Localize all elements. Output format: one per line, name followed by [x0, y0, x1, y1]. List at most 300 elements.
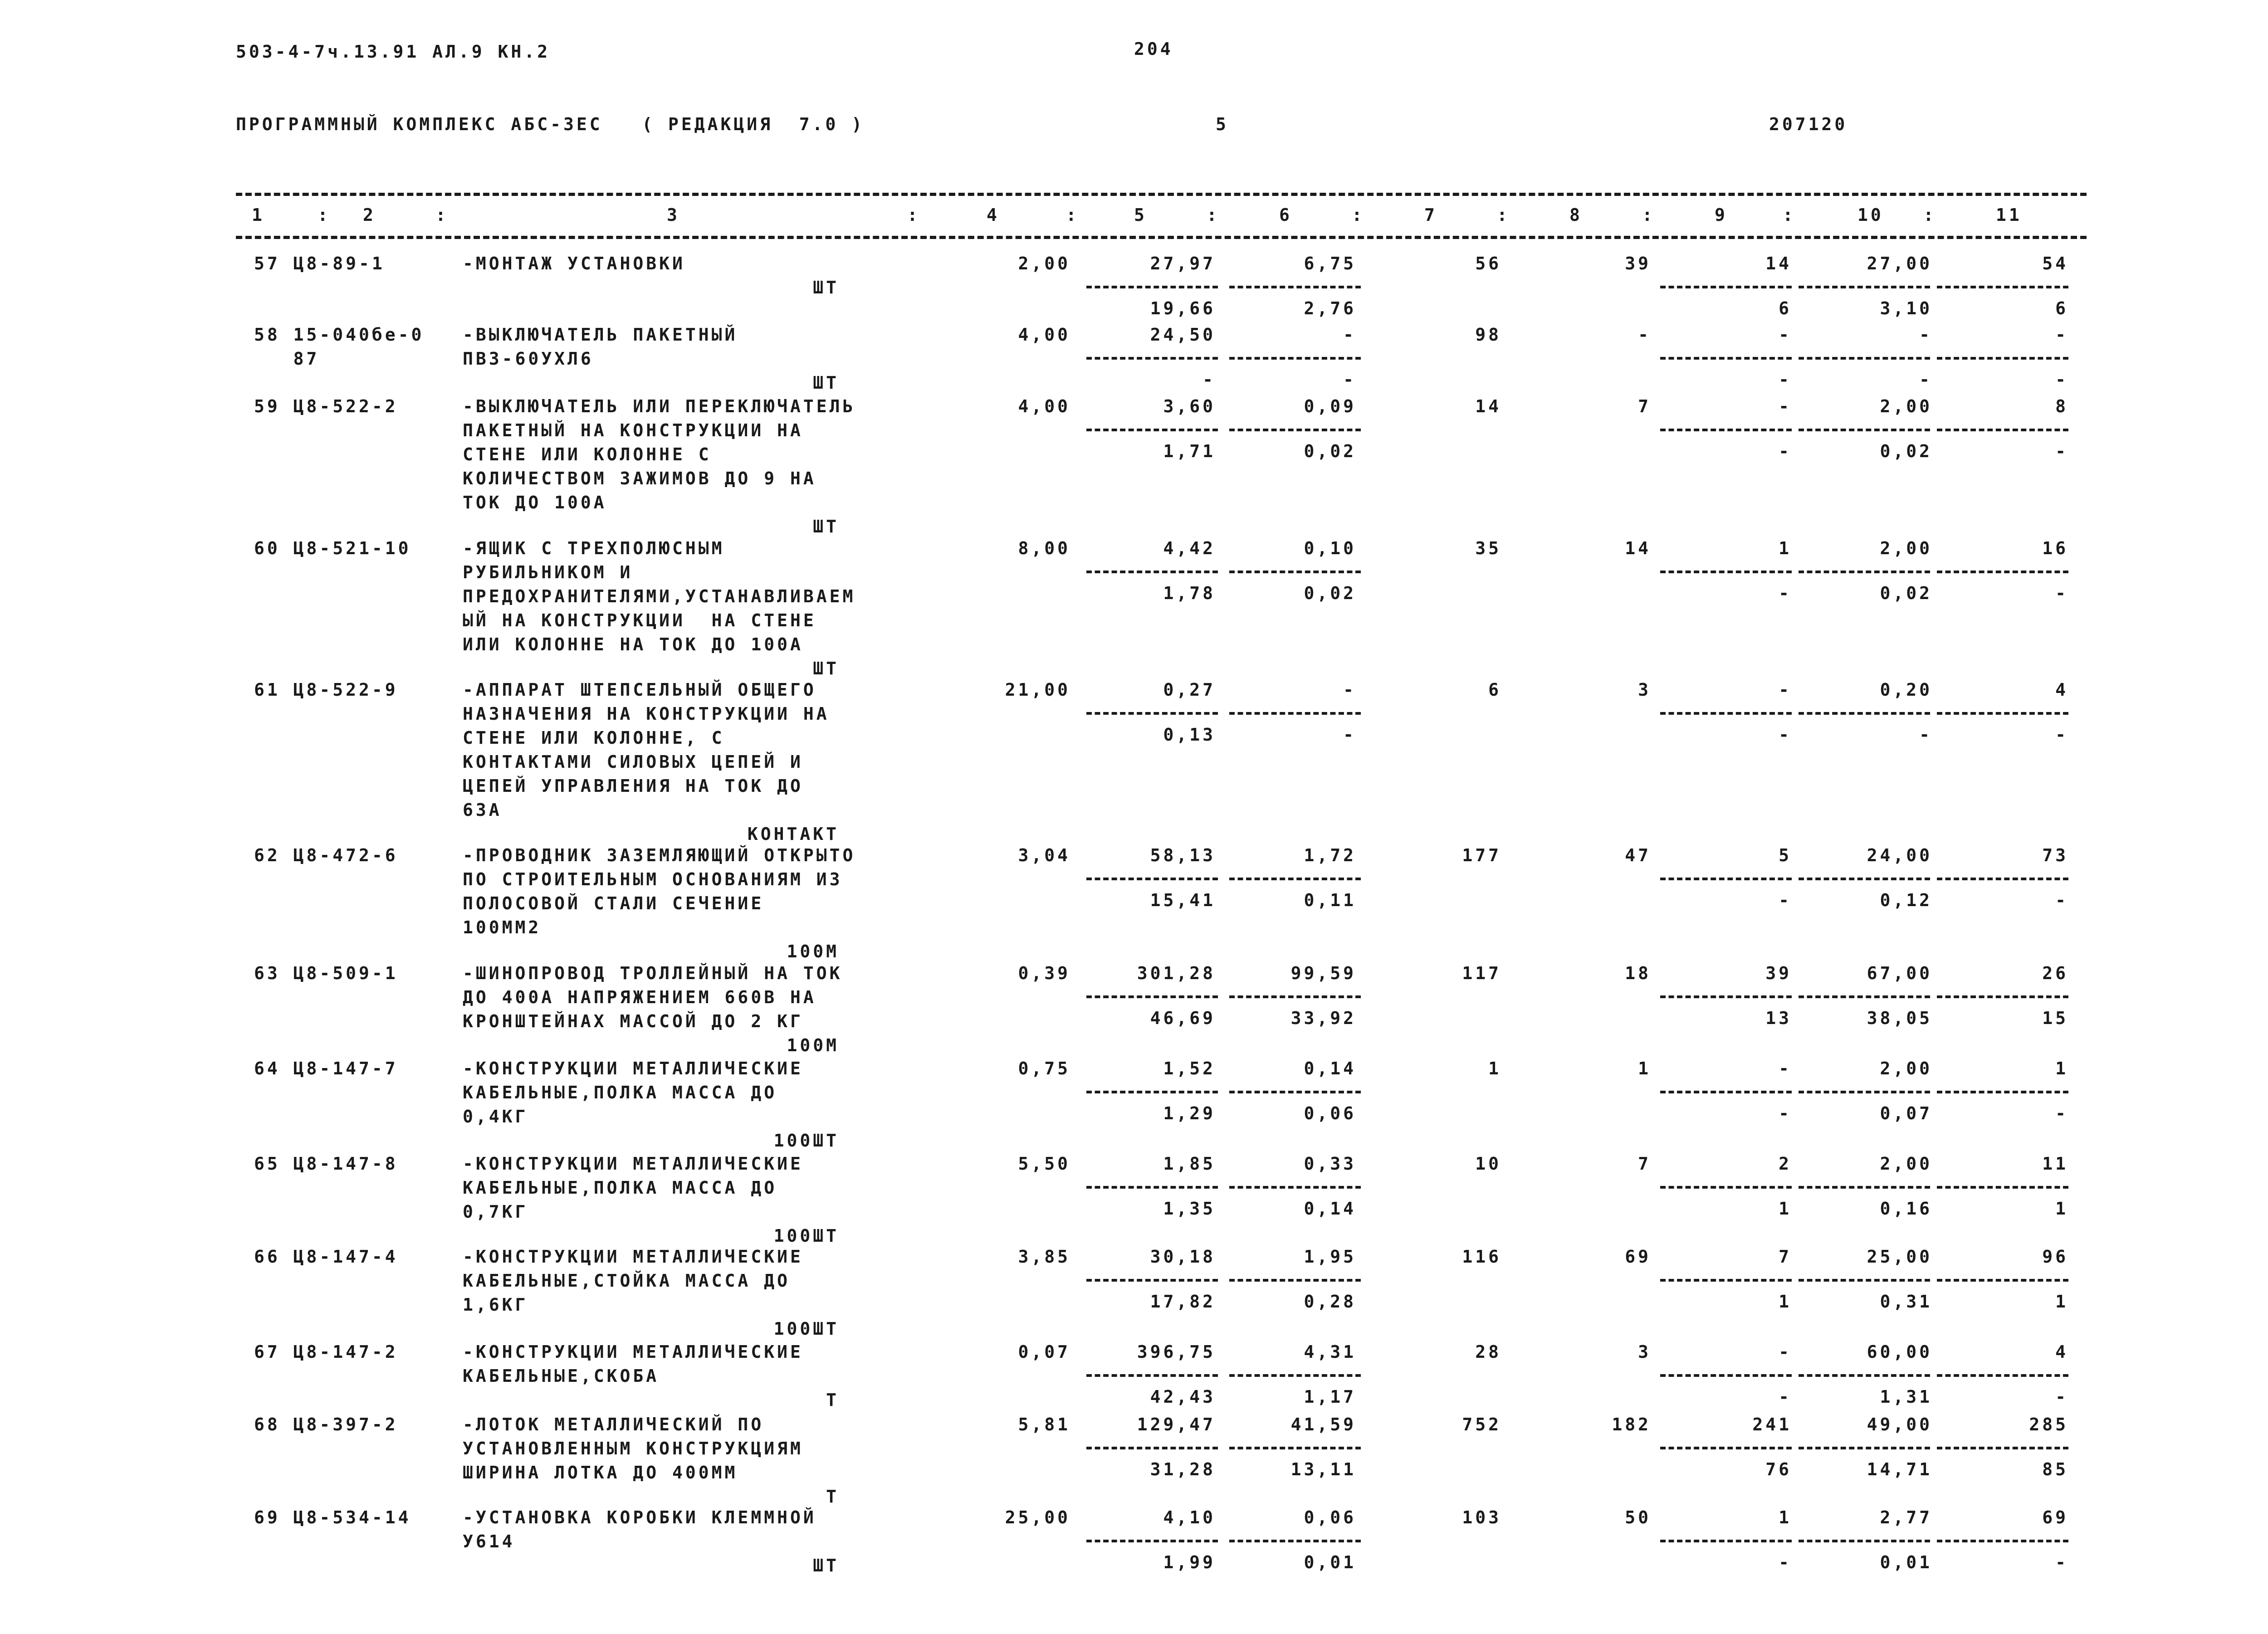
description-line: КАБЕЛЬНЫЕ,ПОЛКА МАССА ДО [463, 1178, 777, 1198]
cell-c6-sub: 33,92 [1290, 1008, 1356, 1028]
cell-c6-sub: 0,28 [1304, 1292, 1356, 1312]
cell-c5-sub: 1,78 [1163, 583, 1216, 603]
row-number-code: 64 Ц8-147-7 [254, 1058, 398, 1078]
cell-c10-main: 0,20 [1880, 680, 1932, 700]
cell-c5-main: 27,97 [1150, 254, 1216, 273]
cell-c7: 14 [1475, 396, 1501, 416]
work-description [463, 1506, 962, 1578]
cell-c8: 1 [1638, 1058, 1651, 1078]
cell-c4: 0,07 [1018, 1342, 1070, 1362]
cell-c11-main: 54 [2042, 254, 2068, 273]
cell-c7: 28 [1475, 1342, 1501, 1362]
unit-of-measure: Т [826, 1390, 839, 1410]
cell-c11-sub: - [2055, 890, 2068, 910]
cell-c8: 3 [1638, 680, 1651, 700]
row-number-code: 66 Ц8-147-4 [254, 1247, 398, 1267]
description-line: ПРЕДОХРАНИТЕЛЯМИ,УСТАНАВЛИВАЕМ [463, 586, 856, 606]
cell-separator [1660, 286, 1792, 288]
cell-c5-sub: 46,69 [1150, 1008, 1216, 1028]
cell-separator [1937, 357, 2068, 360]
cell-c8: 69 [1625, 1247, 1651, 1267]
cell-c4: 4,00 [1018, 325, 1070, 345]
cell-separator [1660, 1279, 1792, 1282]
row-number-code: 62 Ц8-472-6 [254, 845, 398, 865]
cell-c10-sub: - [1919, 370, 1932, 390]
cell-c6-main: 0,14 [1304, 1058, 1356, 1078]
cell-separator [1086, 357, 1218, 360]
description-line: ПОЛОСОВОЙ СТАЛИ СЕЧЕНИЕ [463, 893, 764, 913]
cell-c8: 7 [1638, 396, 1651, 416]
cell-c11-main: 1 [2055, 1058, 2068, 1078]
cell-separator [1086, 1447, 1218, 1449]
cell-c5-main: 396,75 [1137, 1342, 1216, 1362]
cell-separator [1086, 1186, 1218, 1189]
cell-separator [1660, 429, 1792, 431]
unit-of-measure: ШТ [813, 1556, 839, 1575]
cell-separator [1660, 1374, 1792, 1377]
cell-c6-main: 4,31 [1304, 1342, 1356, 1362]
cell-separator [1229, 995, 1361, 998]
cell-c9-sub: 1 [1779, 1292, 1792, 1312]
cell-c5-sub: 31,28 [1150, 1459, 1216, 1479]
description-line: -ВЫКЛЮЧАТЕЛЬ ИЛИ ПЕРЕКЛЮЧАТЕЛЬ [463, 396, 856, 416]
cell-separator [1937, 571, 2068, 573]
cell-c4: 5,81 [1018, 1415, 1070, 1434]
cell-separator [1799, 429, 1930, 431]
cell-c6-main: 41,59 [1290, 1415, 1356, 1434]
cell-c9-main: - [1779, 680, 1792, 700]
cell-separator [1086, 1374, 1218, 1377]
work-description [463, 1152, 962, 1248]
cell-separator [1229, 286, 1361, 288]
cell-c9-main: 14 [1765, 254, 1792, 273]
work-description [463, 252, 962, 300]
cell-separator [1660, 1540, 1792, 1542]
col-header-1: 1 [252, 205, 265, 225]
description-line: КАБЕЛЬНЫЕ,ПОЛКА МАССА ДО [463, 1083, 777, 1102]
cell-c4: 2,00 [1018, 254, 1070, 273]
cell-c11-sub: - [2055, 1387, 2068, 1407]
cell-separator [1660, 878, 1792, 880]
description-line: ПО СТРОИТЕЛЬНЫМ ОСНОВАНИЯМ ИЗ [463, 869, 843, 889]
cell-c4: 5,50 [1018, 1154, 1070, 1174]
cell-c4: 0,39 [1018, 963, 1070, 983]
cell-c9-sub: - [1779, 583, 1792, 603]
cell-separator [1086, 1279, 1218, 1282]
description-line: ШИРИНА ЛОТКА ДО 400ММ [463, 1463, 738, 1483]
work-description [463, 395, 962, 539]
row-number-code: 65 Ц8-147-8 [254, 1154, 398, 1174]
cell-c6-main: 1,72 [1304, 845, 1356, 865]
cell-c9-main: 1 [1779, 538, 1792, 558]
description-line: -ВЫКЛЮЧАТЕЛЬ ПАКЕТНЫЙ [463, 325, 738, 345]
cell-c8: 39 [1625, 254, 1651, 273]
cell-c9-main: 39 [1765, 963, 1792, 983]
row-number-code: 60 Ц8-521-10 [254, 538, 411, 558]
cell-separator [1799, 1091, 1930, 1093]
description-line: РУБИЛЬНИКОМ И [463, 562, 633, 582]
cell-c10-sub: - [1919, 725, 1932, 745]
cell-c7: 116 [1462, 1247, 1501, 1267]
cell-c7: 117 [1462, 963, 1501, 983]
unit-of-measure: ШТ [813, 278, 839, 298]
description-line: -МОНТАЖ УСТАНОВКИ [463, 254, 685, 273]
col-header-7: 7 [1424, 205, 1437, 225]
cell-c11-sub: - [2055, 370, 2068, 390]
cell-c11-main: 96 [2042, 1247, 2068, 1267]
description-line: СТЕНЕ ИЛИ КОЛОННЕ, С [463, 728, 725, 748]
cell-c11-main: 8 [2055, 396, 2068, 416]
work-description [463, 537, 962, 681]
cell-c4: 0,75 [1018, 1058, 1070, 1078]
cell-c5-main: 58,13 [1150, 845, 1216, 865]
cell-c10-main: 24,00 [1867, 845, 1932, 865]
unit-of-measure: 100М [787, 941, 839, 961]
cell-c4: 3,85 [1018, 1247, 1070, 1267]
description-line: УСТАНОВЛЕННЫМ КОНСТРУКЦИЯМ [463, 1439, 803, 1458]
description-line: СТЕНЕ ИЛИ КОЛОННЕ С [463, 444, 712, 464]
col-header-8: 8 [1569, 205, 1583, 225]
cell-c9-sub: - [1779, 1387, 1792, 1407]
cell-c11-sub: - [2055, 1552, 2068, 1572]
row-number-code: 57 Ц8-89-1 [254, 254, 385, 273]
cell-c6-sub: 0,01 [1304, 1552, 1356, 1572]
cell-c11-main: 26 [2042, 963, 2068, 983]
cell-c11-sub: - [2055, 1103, 2068, 1123]
cell-separator [1229, 1091, 1361, 1093]
cell-c8: 47 [1625, 845, 1651, 865]
cell-c10-main: 60,00 [1867, 1342, 1932, 1362]
unit-of-measure: 100ШТ [773, 1226, 839, 1246]
cell-c9-sub: - [1779, 1552, 1792, 1572]
row-number-code: 69 Ц8-534-14 [254, 1507, 411, 1527]
cell-separator [1937, 429, 2068, 431]
cell-c6-sub: - [1343, 725, 1356, 745]
row-number-code: 58 15-040бе-0 87 [254, 325, 425, 369]
cell-c7: 103 [1462, 1507, 1501, 1527]
cell-c9-main: - [1779, 1342, 1792, 1362]
cell-c9-main: 1 [1779, 1507, 1792, 1527]
cell-separator [1937, 1540, 2068, 1542]
cell-c9-sub: - [1779, 725, 1792, 745]
col-header-3: 3 [667, 205, 680, 225]
cell-c11-sub: - [2055, 583, 2068, 603]
description-line: ТОК ДО 100А [463, 493, 607, 512]
cell-separator [1086, 995, 1218, 998]
cell-c10-main: 2,00 [1880, 1058, 1932, 1078]
cell-c10-main: 2,77 [1880, 1507, 1932, 1527]
cell-separator [1229, 357, 1361, 360]
description-line: ЦЕПЕЙ УПРАВЛЕНИЯ НА ТОК ДО [463, 776, 803, 796]
unit-of-measure: КОНТАКТ [747, 824, 839, 844]
col-header-11: 11 [1996, 205, 2022, 225]
description-line: КОНТАКТАМИ СИЛОВЫХ ЦЕПЕЙ И [463, 752, 803, 772]
cell-c5-main: 4,10 [1163, 1507, 1216, 1527]
col-header-4: 4 [987, 205, 1000, 225]
cell-c6-main: 0,10 [1304, 538, 1356, 558]
cell-c10-main: 2,00 [1880, 1154, 1932, 1174]
cell-c6-sub: - [1343, 370, 1356, 390]
cell-c9-main: - [1779, 396, 1792, 416]
cell-c6-sub: 2,76 [1304, 298, 1356, 318]
cell-c9-sub: - [1779, 441, 1792, 461]
cell-c11-sub: 1 [2055, 1199, 2068, 1219]
cell-separator [1086, 286, 1218, 288]
cell-c5-sub: 1,99 [1163, 1552, 1216, 1572]
cell-c11-sub: 85 [2042, 1459, 2068, 1479]
cell-c5-main: 301,28 [1137, 963, 1216, 983]
description-line: ИЛИ КОЛОННЕ НА ТОК ДО 100А [463, 634, 803, 654]
cell-c5-sub: 0,13 [1163, 725, 1216, 745]
cell-c10-sub: 0,31 [1880, 1292, 1932, 1312]
cell-c7: 1 [1488, 1058, 1501, 1078]
cell-separator [1799, 712, 1930, 715]
unit-of-measure: ШТ [813, 517, 839, 537]
description-line: ЫЙ НА КОНСТРУКЦИИ НА СТЕНЕ [463, 610, 816, 630]
cell-separator [1229, 571, 1361, 573]
cell-separator [1937, 878, 2068, 880]
cell-c5-main: 30,18 [1150, 1247, 1216, 1267]
cell-c8: 18 [1625, 963, 1651, 983]
description-line: ПВЗ-60УХЛ6 [463, 349, 594, 369]
work-description [463, 1057, 962, 1153]
cell-c9-sub: 1 [1779, 1199, 1792, 1219]
description-line: КРОНШТЕЙНАХ МАССОЙ ДО 2 КГ [463, 1011, 803, 1031]
cell-c9-sub: - [1779, 890, 1792, 910]
cell-c7: 752 [1462, 1415, 1501, 1434]
row-number-code: 68 Ц8-397-2 [254, 1415, 398, 1434]
cell-separator [1937, 286, 2068, 288]
page-number-top: 204 [1134, 39, 1173, 59]
work-description [463, 1245, 962, 1341]
cell-c11-main: 73 [2042, 845, 2068, 865]
unit-of-measure: 100М [787, 1035, 839, 1055]
work-description [463, 961, 962, 1058]
cell-separator [1799, 878, 1930, 880]
cell-c10-main: 27,00 [1867, 254, 1932, 273]
cell-c5-sub: 1,29 [1163, 1103, 1216, 1123]
cell-c9-sub: 76 [1765, 1459, 1792, 1479]
cell-separator [1660, 1186, 1792, 1189]
work-description [463, 678, 962, 846]
description-line: -ПРОВОДНИК ЗАЗЕМЛЯЮЩИЙ ОТКРЫТО [463, 845, 856, 865]
cell-c10-sub: 0,01 [1880, 1552, 1932, 1572]
work-description [463, 844, 962, 964]
cell-c6-sub: 0,02 [1304, 583, 1356, 603]
cell-c8: 14 [1625, 538, 1651, 558]
description-line: -ШИНОПРОВОД ТРОЛЛЕЙНЫЙ НА ТОК [463, 963, 843, 983]
cell-c7: 6 [1488, 680, 1501, 700]
description-line: 100ММ2 [463, 917, 542, 937]
cell-c6-main: 6,75 [1304, 254, 1356, 273]
cell-c9-main: - [1779, 1058, 1792, 1078]
cell-c10-sub: 1,31 [1880, 1387, 1932, 1407]
cell-c8: - [1638, 325, 1651, 345]
cell-c11-main: 69 [2042, 1507, 2068, 1527]
cell-c7: 35 [1475, 538, 1501, 558]
cell-c11-sub: 6 [2055, 298, 2068, 318]
unit-of-measure: 100ШТ [773, 1131, 839, 1151]
description-line: -КОНСТРУКЦИИ МЕТАЛЛИЧЕСКИЕ [463, 1058, 803, 1078]
cell-c6-main: 0,33 [1304, 1154, 1356, 1174]
cell-c9-main: 2 [1779, 1154, 1792, 1174]
description-line: -УСТАНОВКА КОРОБКИ КЛЕММНОЙ [463, 1507, 816, 1527]
description-line: КАБЕЛЬНЫЕ,СТОЙКА МАССА ДО [463, 1271, 790, 1291]
cell-separator [1086, 712, 1218, 715]
description-line: КОЛИЧЕСТВОМ ЗАЖИМОВ ДО 9 НА [463, 468, 816, 488]
cell-c5-main: 129,47 [1137, 1415, 1216, 1434]
col-header-6: 6 [1279, 205, 1292, 225]
cell-c11-sub: 15 [2042, 1008, 2068, 1028]
unit-of-measure: Т [826, 1487, 839, 1507]
cell-c10-sub: 0,02 [1880, 583, 1932, 603]
cell-separator [1086, 429, 1218, 431]
doc-id-code: 207120 [1769, 114, 1848, 134]
cell-separator [1660, 712, 1792, 715]
work-description [463, 1413, 962, 1509]
cell-separator [1229, 1186, 1361, 1189]
cell-c11-main: 4 [2055, 680, 2068, 700]
cell-separator [1229, 1447, 1361, 1449]
cell-c5-main: 1,52 [1163, 1058, 1216, 1078]
cell-c6-main: 0,09 [1304, 396, 1356, 416]
cell-separator [1937, 1279, 2068, 1282]
cell-c10-sub: 38,05 [1867, 1008, 1932, 1028]
row-number-code: 61 Ц8-522-9 [254, 680, 398, 700]
description-line: У614 [463, 1532, 515, 1551]
cell-separator [1660, 1091, 1792, 1093]
cell-c5-sub: 17,82 [1150, 1292, 1216, 1312]
description-line: -АППАРАТ ШТЕПСЕЛЬНЫЙ ОБЩЕГО [463, 680, 816, 700]
cell-c9-sub: - [1779, 1103, 1792, 1123]
cell-c11-main: 4 [2055, 1342, 2068, 1362]
cell-c10-main: 2,00 [1880, 538, 1932, 558]
cell-c9-main: - [1779, 325, 1792, 345]
cell-c10-main: - [1919, 325, 1932, 345]
cell-c6-sub: 0,02 [1304, 441, 1356, 461]
cell-c4: 3,04 [1018, 845, 1070, 865]
cell-separator [1799, 1540, 1930, 1542]
cell-c5-sub: - [1202, 370, 1216, 390]
cell-separator [1799, 1447, 1930, 1449]
description-line: 0,4КГ [463, 1107, 528, 1127]
cell-separator [1229, 1279, 1361, 1282]
cell-separator [1660, 995, 1792, 998]
col-header-5: 5 [1134, 205, 1147, 225]
cell-c4: 8,00 [1018, 538, 1070, 558]
cell-separator [1799, 571, 1930, 573]
col-header-9: 9 [1715, 205, 1728, 225]
cell-c4: 25,00 [1005, 1507, 1070, 1527]
description-line: НАЗНАЧЕНИЯ НА КОНСТРУКЦИИ НА [463, 704, 830, 724]
cell-c11-main: 285 [2029, 1415, 2068, 1434]
cell-c11-main: 16 [2042, 538, 2068, 558]
cell-c9-main: 7 [1779, 1247, 1792, 1267]
cell-c6-main: 0,06 [1304, 1507, 1356, 1527]
cell-c9-sub: - [1779, 370, 1792, 390]
cell-separator [1229, 1540, 1361, 1542]
description-line: 1,6КГ [463, 1295, 528, 1315]
cell-c9-main: 5 [1779, 845, 1792, 865]
cell-c5-sub: 1,35 [1163, 1199, 1216, 1219]
cell-c6-sub: 1,17 [1304, 1387, 1356, 1407]
cell-c4: 4,00 [1018, 396, 1070, 416]
cell-c10-main: 2,00 [1880, 396, 1932, 416]
description-line: КАБЕЛЬНЫЕ,СКОБА [463, 1366, 660, 1386]
program-title: ПРОГРАММНЫЙ КОМПЛЕКС АБС-3ЕС ( РЕДАКЦИЯ 7.0 ) [236, 114, 865, 134]
cell-separator [1937, 1091, 2068, 1093]
cell-c5-sub: 42,43 [1150, 1387, 1216, 1407]
cell-c5-sub: 1,71 [1163, 441, 1216, 461]
description-line: 63А [463, 800, 502, 820]
cell-c9-main: 241 [1752, 1415, 1792, 1434]
cell-c6-sub: 0,11 [1304, 890, 1356, 910]
cell-separator [1229, 878, 1361, 880]
cell-c5-sub: 19,66 [1150, 298, 1216, 318]
cell-c5-sub: 15,41 [1150, 890, 1216, 910]
cell-separator [1799, 1279, 1930, 1282]
description-line: -КОНСТРУКЦИИ МЕТАЛЛИЧЕСКИЕ [463, 1247, 803, 1267]
cell-separator [1660, 357, 1792, 360]
cell-c11-main: - [2055, 325, 2068, 345]
col-header-2: 2 [363, 205, 376, 225]
unit-of-measure: ШТ [813, 373, 839, 393]
cell-separator [1937, 1374, 2068, 1377]
cell-c10-sub: 0,12 [1880, 890, 1932, 910]
cell-separator [1086, 1091, 1218, 1093]
cell-c5-main: 4,42 [1163, 538, 1216, 558]
cell-c5-main: 24,50 [1150, 325, 1216, 345]
cell-separator [1937, 712, 2068, 715]
cell-separator [1229, 429, 1361, 431]
cell-separator [1799, 1374, 1930, 1377]
cell-c6-sub: 0,14 [1304, 1199, 1356, 1219]
description-line: -ЯЩИК С ТРЕХПОЛЮСНЫМ [463, 538, 725, 558]
cell-c6-sub: 13,11 [1290, 1459, 1356, 1479]
cell-c7: 10 [1475, 1154, 1501, 1174]
cell-c11-main: 11 [2042, 1154, 2068, 1174]
cell-c7: 177 [1462, 845, 1501, 865]
description-line: -ЛОТОК МЕТАЛЛИЧЕСКИЙ ПО [463, 1415, 764, 1434]
cell-c6-main: 1,95 [1304, 1247, 1356, 1267]
description-line: -КОНСТРУКЦИИ МЕТАЛЛИЧЕСКИЕ [463, 1154, 803, 1174]
cell-c10-main: 49,00 [1867, 1415, 1932, 1434]
cell-c6-main: - [1343, 680, 1356, 700]
cell-c7: 98 [1475, 325, 1501, 345]
cell-c10-main: 67,00 [1867, 963, 1932, 983]
cell-c10-sub: 14,71 [1867, 1459, 1932, 1479]
row-number-code: 67 Ц8-147-2 [254, 1342, 398, 1362]
cell-c8: 3 [1638, 1342, 1651, 1362]
cell-c9-sub: 13 [1765, 1008, 1792, 1028]
cell-c5-main: 0,27 [1163, 680, 1216, 700]
cell-separator [1937, 1186, 2068, 1189]
sheet-number: 5 [1216, 114, 1229, 134]
cell-separator [1229, 712, 1361, 715]
cell-c10-sub: 0,02 [1880, 441, 1932, 461]
row-number-code: 59 Ц8-522-2 [254, 396, 398, 416]
cell-c6-sub: 0,06 [1304, 1103, 1356, 1123]
description-line: -КОНСТРУКЦИИ МЕТАЛЛИЧЕСКИЕ [463, 1342, 803, 1362]
cell-separator [1086, 1540, 1218, 1542]
row-number-code: 63 Ц8-509-1 [254, 963, 398, 983]
cell-separator [1799, 995, 1930, 998]
cell-c8: 50 [1625, 1507, 1651, 1527]
cell-c4: 21,00 [1005, 680, 1070, 700]
col-header-10: 10 [1857, 205, 1884, 225]
cell-c5-main: 1,85 [1163, 1154, 1216, 1174]
cell-c7: 56 [1475, 254, 1501, 273]
